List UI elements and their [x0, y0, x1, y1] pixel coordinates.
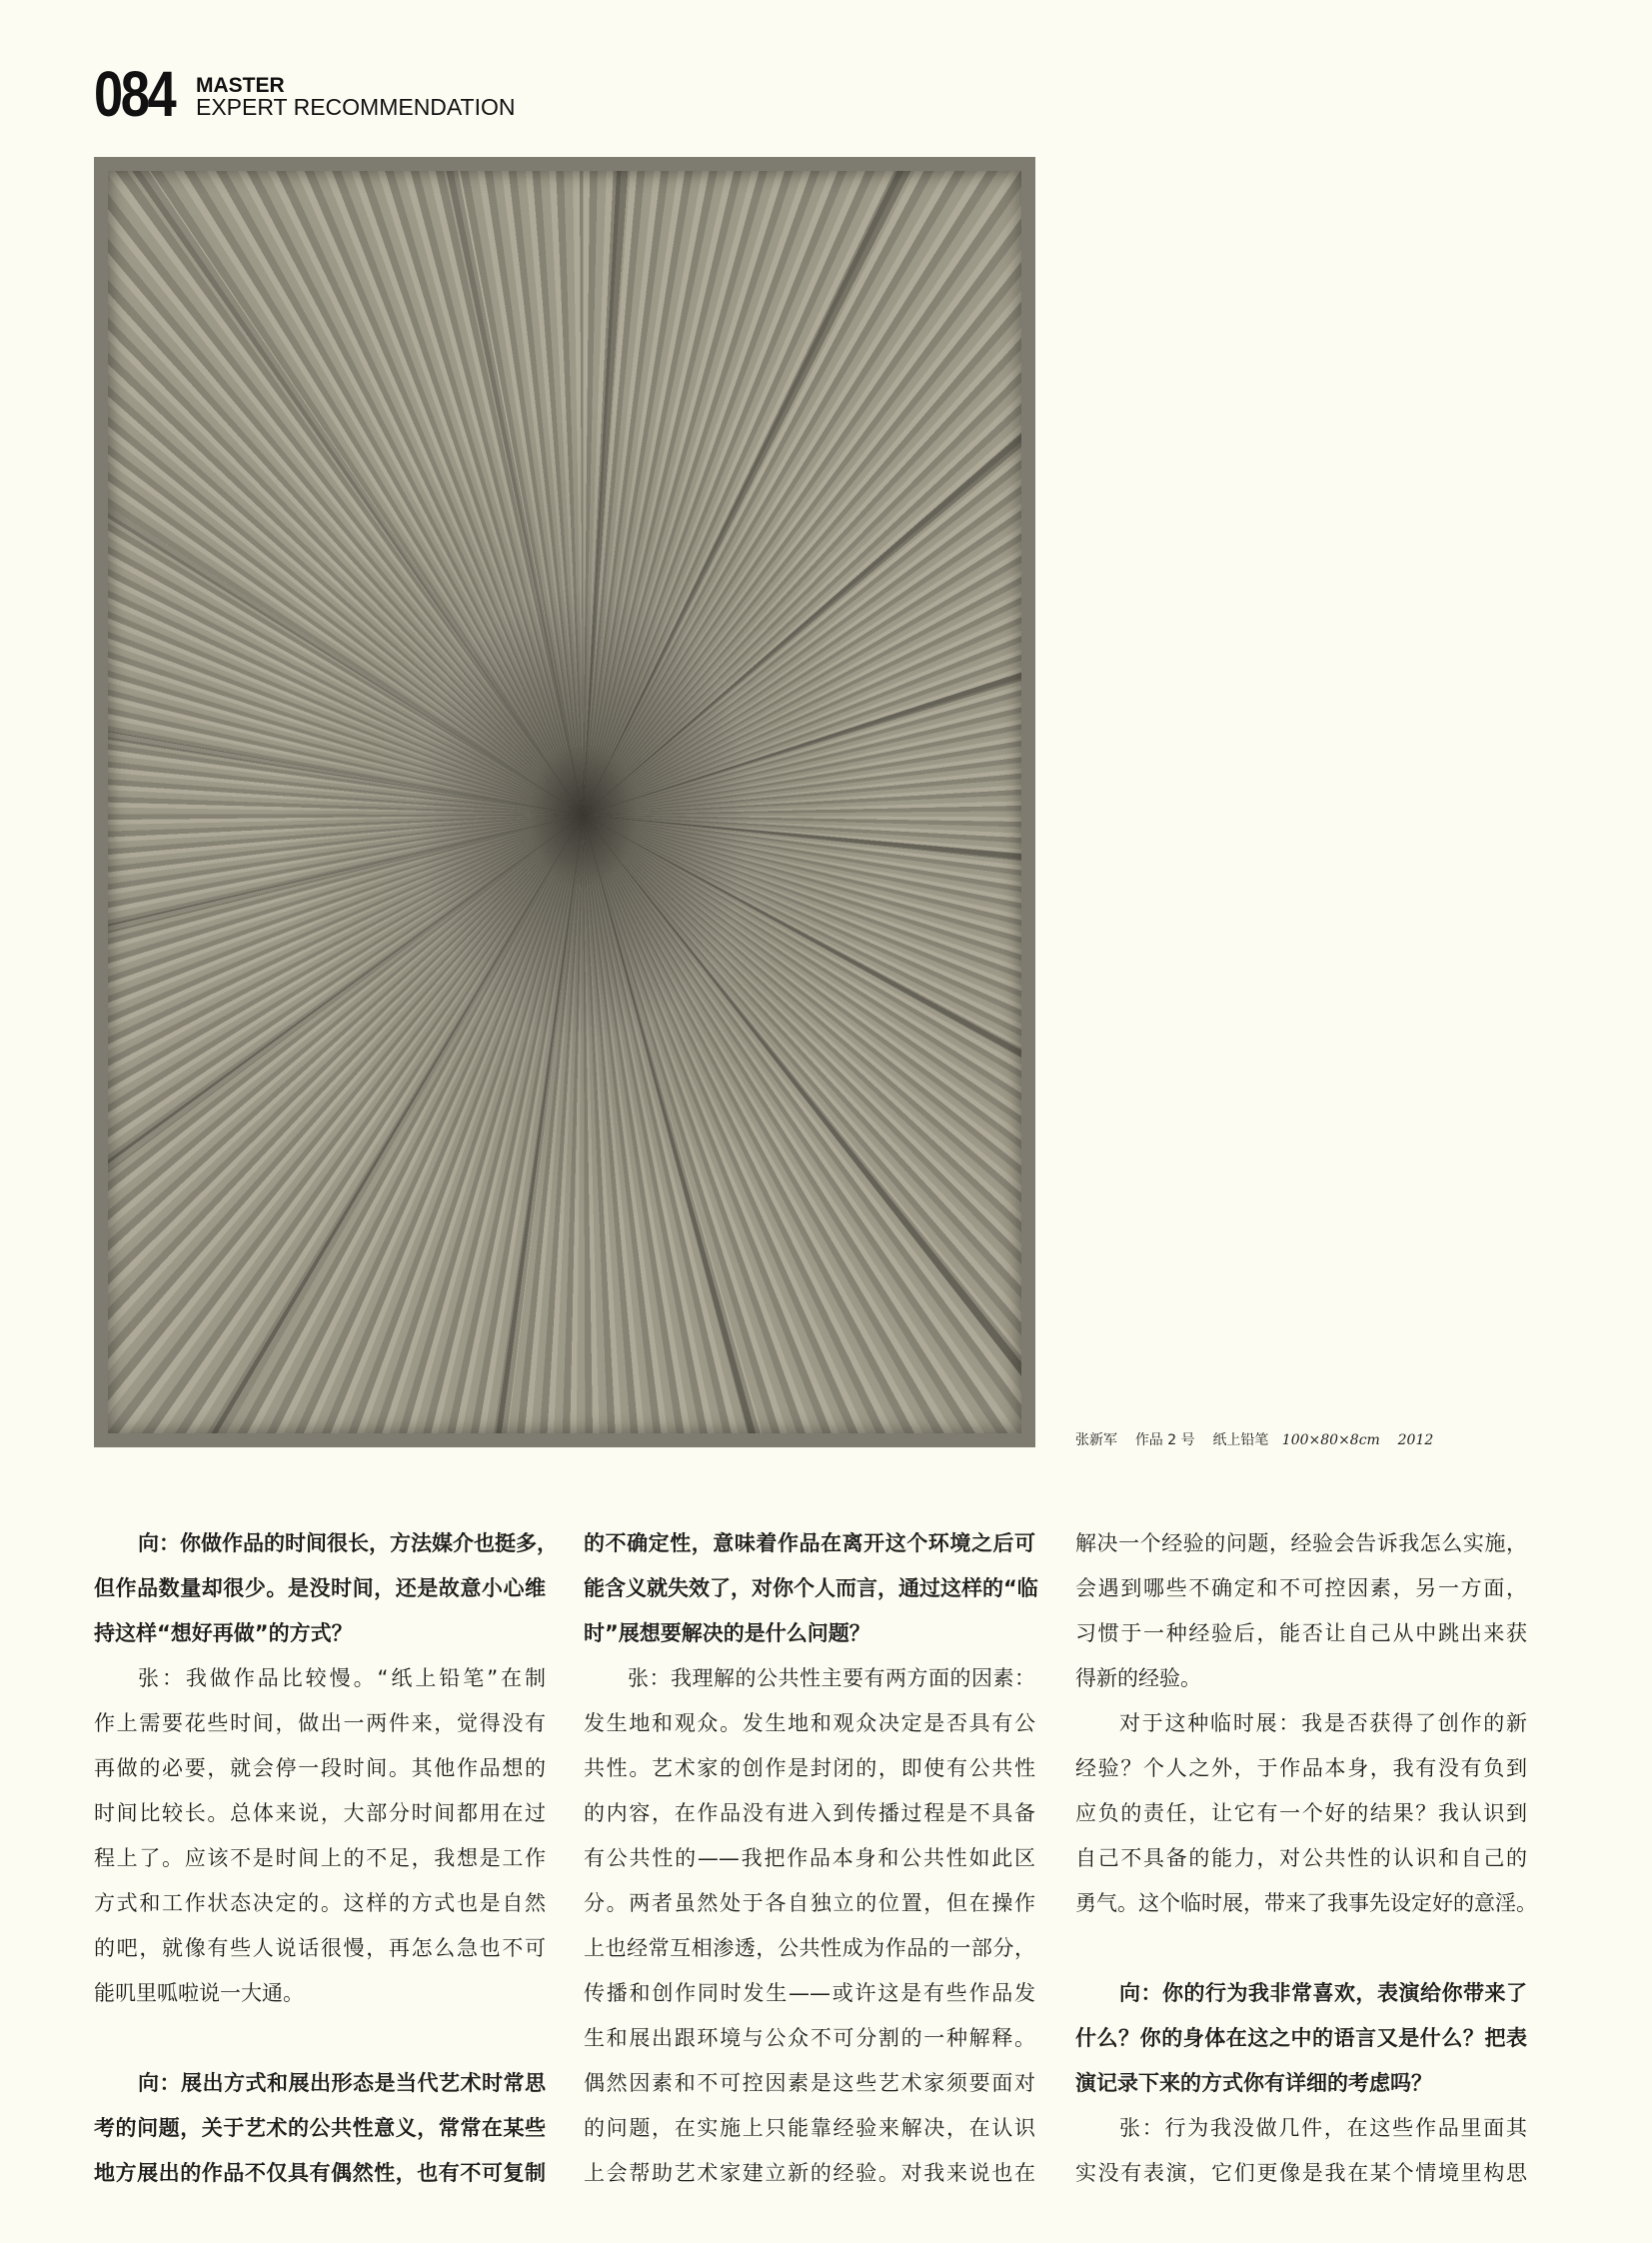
answer-line: 的吧，就像有些人说话很慢，再怎么急也不可 [94, 1936, 546, 1960]
paragraph-gap [1075, 1926, 1527, 1971]
section-subtitle: EXPERT RECOMMENDATION [196, 94, 516, 120]
question-line: 演记录下来的方式你有详细的考虑吗？ [1075, 2071, 1432, 2095]
answer-line: 上会帮助艺术家建立新的经验。对我来说也在 [584, 2161, 1035, 2185]
answer-line: 的问题，在实施上只能靠经验来解决，在认识 [584, 2116, 1035, 2140]
answer-line: 应负的责任，让它有一个好的结果？我认识到 [1075, 1801, 1527, 1825]
answer-line: 得新的经验。 [1075, 1666, 1201, 1690]
section-title: MASTER [196, 74, 285, 97]
caption-size: 100×80×8cm [1281, 1432, 1380, 1448]
question-line: 向：展出方式和展出形态是当代艺术时常思 [138, 2071, 546, 2095]
caption-title: 作品 2 号 [1134, 1432, 1195, 1448]
artwork-image [94, 157, 1035, 1447]
question-line: 向：你做作品的时间很长，方法媒介也挺多， [138, 1531, 558, 1555]
answer-line: 的内容，在作品没有进入到传播过程是不具备 [584, 1801, 1035, 1825]
text-column-3 [1075, 1521, 1537, 2196]
answer-line: 自己不具备的能力，对公共性的认识和自己的 [1075, 1846, 1527, 1870]
answer-line: 张：行为我没做几件，在这些作品里面其 [1119, 2116, 1527, 2140]
answer-line: 能叽里呱啦说一大通。 [94, 1981, 304, 2005]
question-line: 持这样“想好再做”的方式？ [94, 1621, 353, 1645]
answer-line: 习惯于一种经验后，能否让自己从中跳出来获 [1075, 1621, 1527, 1645]
answer-line: 生和展出跟环境与公众不可分割的一种解释。 [584, 2026, 1035, 2050]
question-line: 地方展出的作品不仅具有偶然性，也有不可复制 [94, 2161, 546, 2185]
question-line: 能含义就失效了，对你个人而言，通过这样的“临 [584, 1576, 1038, 1600]
answer-line: 解决一个经验的问题，经验会告诉我怎么实施， [1075, 1531, 1527, 1555]
caption-artist: 张新军 [1075, 1432, 1117, 1448]
question-line: 考的问题，关于艺术的公共性意义，常常在某些 [94, 2116, 546, 2140]
answer-line: 勇气。这个临时展，带来了我事先设定好的意淫。 [1075, 1891, 1537, 1915]
question-line: 但作品数量却很少。是没时间，还是故意小心维 [94, 1576, 546, 1600]
page-number: 084 [94, 58, 175, 130]
question-line: 什么？你的身体在这之中的语言又是什么？把表 [1075, 2026, 1527, 2050]
answer-line: 再做的必要，就会停一段时间。其他作品想的 [94, 1756, 546, 1780]
answer-line: 实没有表演，它们更像是我在某个情境里构思 [1075, 2161, 1527, 2185]
caption-medium: 纸上铅笔 [1212, 1432, 1269, 1448]
answer-line: 共性。艺术家的创作是封闭的，即使有公共性 [584, 1756, 1035, 1780]
answer-line: 上也经常互相渗透，公共性成为作品的一部分， [584, 1936, 1035, 1960]
answer-line: 偶然因素和不可控因素是这些艺术家须要面对 [584, 2071, 1035, 2095]
answer-line: 对于这种临时展：我是否获得了创作的新 [1119, 1711, 1527, 1735]
artwork-caption [1075, 1429, 1433, 1449]
answer-line: 传播和创作同时发生——或许这是有些作品发 [584, 1981, 1035, 2005]
answer-line: 作上需要花些时间，做出一两件来，觉得没有 [94, 1711, 546, 1735]
question-line: 时”展想要解决的是什么问题？ [584, 1621, 870, 1645]
caption-year: 2012 [1397, 1432, 1434, 1448]
answer-line: 会遇到哪些不确定和不可控因素，另一方面， [1075, 1576, 1527, 1600]
paragraph-gap [94, 2016, 546, 2061]
artwork-frame [94, 157, 1035, 1447]
question-line: 的不确定性，意味着作品在离开这个环境之后可 [584, 1531, 1035, 1555]
answer-line: 有公共性的——我把作品本身和公共性如此区 [584, 1846, 1035, 1870]
answer-line: 程上了。应该不是时间上的不足，我想是工作 [94, 1846, 546, 1870]
text-column-2 [584, 1521, 1038, 2196]
answer-line: 张：我理解的公共性主要有两方面的因素： [628, 1666, 1035, 1690]
answer-line: 分。两者虽然处于各自独立的位置，但在操作 [584, 1891, 1035, 1915]
answer-line: 方式和工作状态决定的。这样的方式也是自然 [94, 1891, 546, 1915]
answer-line: 张：我做作品比较慢。“纸上铅笔”在制 [138, 1666, 546, 1690]
section-heading [196, 76, 515, 119]
answer-line: 时间比较长。总体来说，大部分时间都用在过 [94, 1801, 546, 1825]
answer-line: 发生地和观众。发生地和观众决定是否具有公 [584, 1711, 1035, 1735]
question-line: 向：你的行为我非常喜欢，表演给你带来了 [1119, 1981, 1527, 2005]
answer-line: 经验？个人之外，于作品本身，我有没有负到 [1075, 1756, 1527, 1780]
text-column-1 [94, 1521, 558, 2196]
